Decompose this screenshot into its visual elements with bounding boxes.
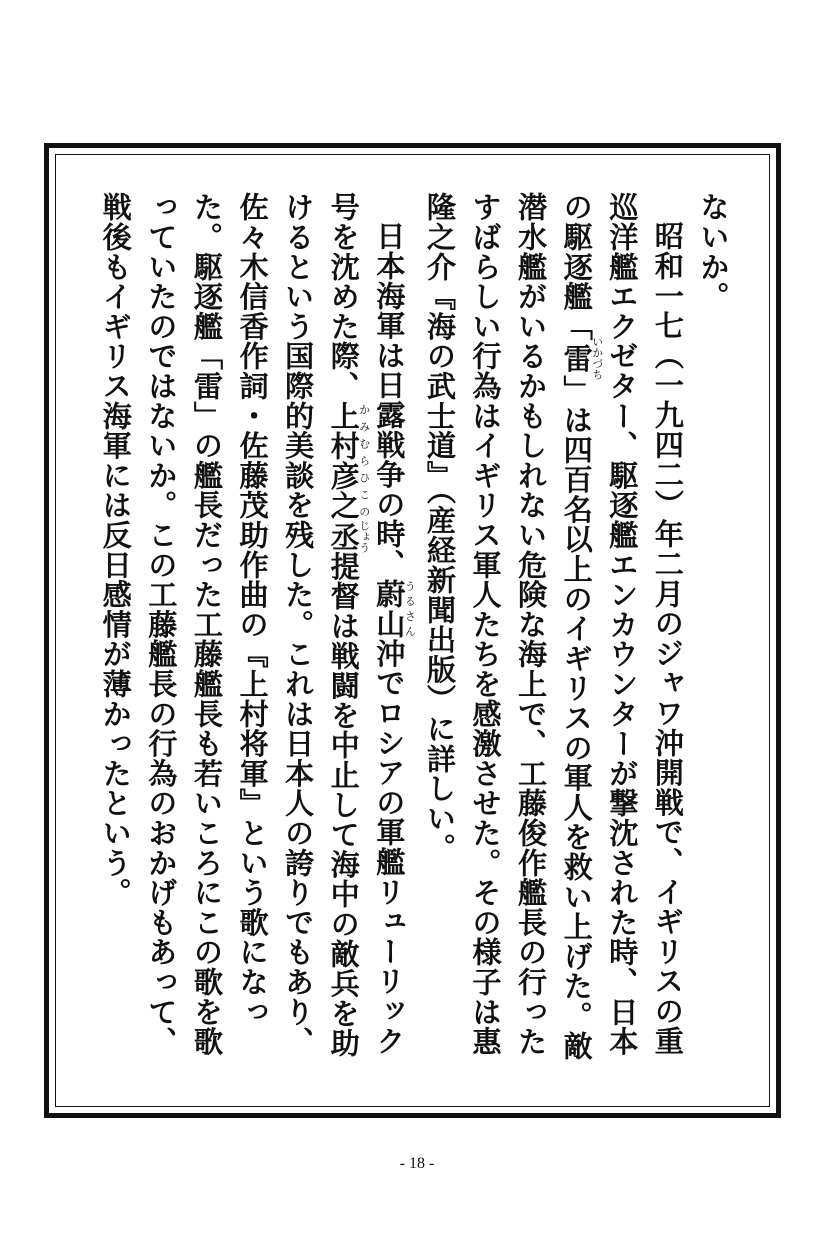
text-run: 」は四百名以上のイギリスの軍人を救い上げた。敵潜水艦がいるかもしれない危険な海上で、工藤俊作艦長の行ったすばらしい行為はイギリス軍人たちを感激させた。その様子は惠隆之介『海の武士道』（産経新聞出版）に詳しい。 [422, 192, 594, 1061]
paragraph [92, 192, 416, 1062]
text-run: 昭和一七（一九四二）年二月のジャワ沖開戦で、イギリスの重巡洋艦エクゼター、駆逐艦エンカウンターが撃沈された時、日本の駆逐艦「 [559, 192, 685, 1057]
vertical-text-body [79, 192, 735, 1062]
ruby-reading: じょう [357, 519, 371, 553]
ruby-reading: いかづち [590, 336, 604, 380]
ruby-word [559, 336, 604, 380]
ruby-word [326, 400, 371, 520]
ruby-reading: うるさん [403, 578, 417, 639]
text-run: 沖でロシアの軍艦リューリック号を沈めた際、 [326, 192, 406, 1056]
ruby-base: 蔚山 [371, 578, 406, 639]
paragraph [416, 192, 690, 1062]
ruby-word [371, 578, 417, 639]
text-box-frame [44, 143, 781, 1118]
paragraph [689, 192, 735, 1062]
ruby-base: 雷 [559, 336, 594, 380]
text-run: 日本海軍は日露戦争の時、 [371, 221, 406, 579]
ruby-base: 丞 [326, 519, 361, 553]
page-number: - 18 - [399, 1155, 435, 1172]
ruby-base: 上村彦之 [326, 400, 361, 520]
ruby-reading: かみむらひこの [357, 400, 371, 520]
text-run: 提督は戦闘を中止して海中の敵兵を助けるという国際的美談を残した。これは日本人の誇りでもあり、佐々木信香作詞・佐藤茂助作曲の『上村将軍』という歌になった。駆逐艦「雷」の艦長だった工藤艦長も若いころにこの歌を歌っていたのではないか。この工藤艦長の行為のおかげもあって、戦後もイギリス海軍には反日感情が薄かったという。 [98, 192, 361, 1058]
text-run: ないか。 [696, 192, 730, 312]
ruby-word [326, 519, 371, 553]
